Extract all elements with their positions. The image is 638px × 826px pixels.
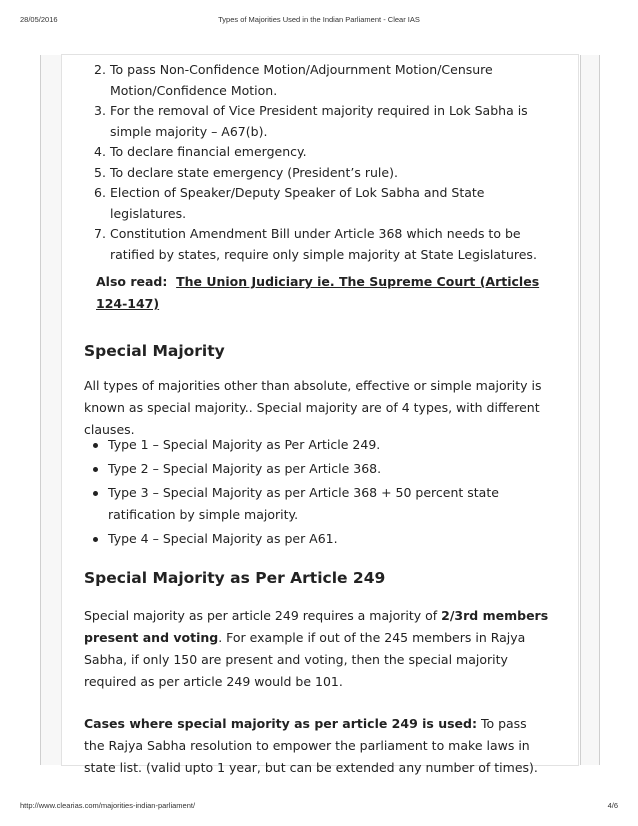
heading-article-249: Special Majority as Per Article 249 [84,569,386,587]
list-item: 6. Election of Speaker/Deputy Speaker of Lok Sabha and State legislatures. [94,185,485,221]
also-read [96,271,546,315]
page-number: 4/6 [607,801,618,810]
list-item: 2. To pass Non-Confidence Motion/Adjournment Motion/Censure Motion/Confidence Motion. [94,62,493,98]
list-item: Type 3 – Special Majority as per Article 368 + 50 percent state ratification by simple majority. [92,482,552,526]
heading-special-majority: Special Majority [84,342,225,360]
list-item: Type 2 – Special Majority as per Article 368. [92,458,552,480]
list-item: 5. To declare state emergency (President’s rule). [94,164,398,180]
list-item: 3. For the removal of Vice President majority required in Lok Sabha is simple majority – A67(b). [94,103,528,139]
print-title: Types of Majorities Used in the Indian Parliament - Clear IAS [218,15,420,24]
print-date: 28/05/2016 [20,15,58,24]
numbered-list [94,60,549,265]
also-read-label: Also read: [96,274,168,289]
print-footer [0,801,638,813]
bullet-icon [93,537,98,542]
article-249-paragraph: Special majority as per article 249 requires a majority of 2/3rd members present and voting. For example if out of the 245 members in Rajya Sabha, if only 150 are present and voting, then the special majority required as per article 249 would be 101. [84,608,549,689]
list-item: 7. Constitution Amendment Bill under Article 368 which needs to be ratified by states, require only simple majority at State Legislatures. [94,226,537,262]
list-item: Type 4 – Special Majority as per A61. [92,528,552,550]
print-header [0,15,638,27]
bullet-icon [93,443,98,448]
right-sidebar-rail [580,55,600,765]
list-item: 4. To declare financial emergency. [94,144,307,159]
also-read-link[interactable]: The Union Judiciary ie. The Supreme Court (Articles 124-147) [96,274,540,311]
special-majority-intro: All types of majorities other than absolute, effective or simple majority is known as special majority.. Special majority are of 4 types, with different clauses. [84,378,542,437]
left-sidebar-rail [40,55,62,765]
bullet-icon [93,491,98,496]
print-url: http://www.clearias.com/majorities-indian-parliament/ [20,801,196,810]
article-content [62,55,578,775]
article-249-cases: Cases where special majority as per article 249 is used: To pass the Rajya Sabha resolution to empower the parliament to make laws in state list. (valid upto 1 year, but can be extended any number of times). [84,716,538,775]
special-majority-types [92,434,552,552]
list-item: Type 1 – Special Majority as Per Article 249. [92,434,552,456]
bullet-icon [93,467,98,472]
